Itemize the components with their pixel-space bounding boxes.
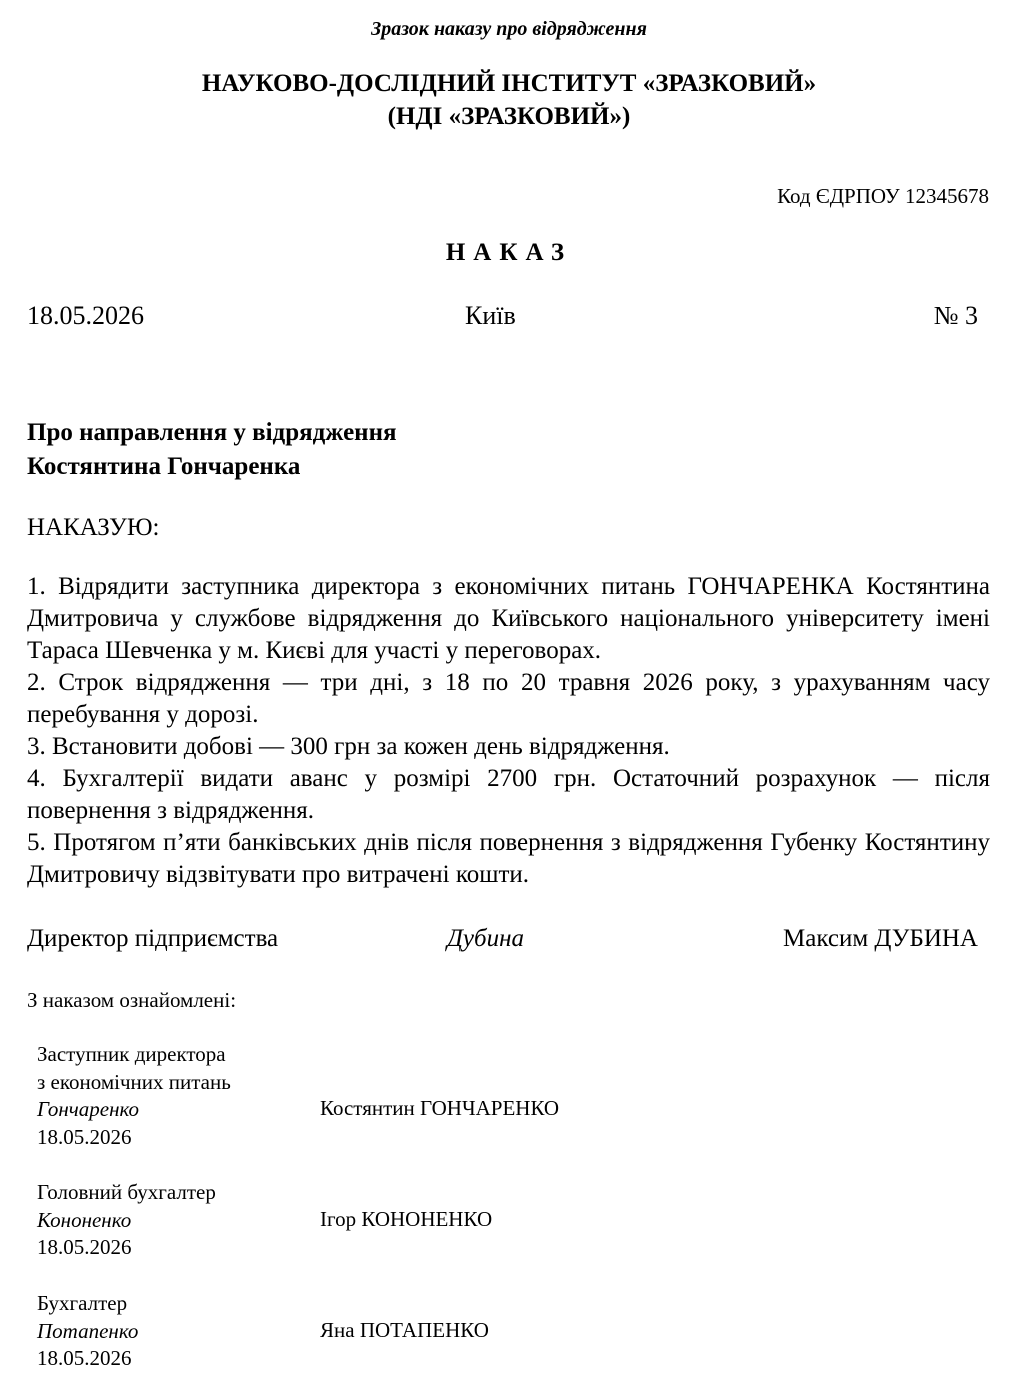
order-title: НАКАЗ [445, 239, 573, 266]
order-item: 1. Відрядити заступника директора з економічних питань ГОНЧАРЕНКА Костянтина Дмитровича у службове відрядження до Київського національного університету імені Тараса Шевченка у м. Києві для участі у переговорах. [27, 573, 990, 664]
order-item: 4. Бухгалтерії видати аванс у розмірі 2700 грн. Остаточний розрахунок — після повернення з відрядження. [27, 765, 990, 824]
edrpou-code: Код ЄДРПОУ 12345678 [777, 184, 989, 208]
director-signature: Дубина [447, 925, 524, 952]
order-number: № 3 [933, 301, 978, 330]
sample-note: Зразок наказу про відрядження [371, 18, 647, 40]
order-items [27, 571, 990, 891]
order-date: 18.05.2026 [27, 301, 144, 330]
person-position: Заступник директора [37, 1042, 226, 1066]
acknowledgement-heading: З наказом ознайомлені: [27, 988, 237, 1012]
person-date: 18.05.2026 [37, 1235, 132, 1259]
order-item: 3. Встановити добові — 300 грн за кожен день відрядження. [27, 733, 670, 760]
person-position: з економічних питань [37, 1069, 231, 1094]
person-position: Головний бухгалтер [37, 1180, 216, 1204]
person-date: 18.05.2026 [37, 1346, 132, 1370]
acknowledgement-person [37, 1041, 231, 1151]
person-name: Ігор КОНОНЕНКО [320, 1207, 493, 1231]
organization-name: НАУКОВО-ДОСЛІДНИЙ ІНСТИТУТ «ЗРАЗКОВИЙ» [201, 70, 817, 97]
person-signature: Потапенко [37, 1318, 139, 1343]
order-item: 5. Протягом п’яти банківських днів після повернення з відрядження Губенку Костянтину Дмитровичу відзвітувати про витрачені кошти. [27, 829, 990, 888]
person-position: Бухгалтер [37, 1291, 128, 1315]
director-name: Максим ДУБИНА [783, 925, 978, 952]
subject-line-2: Костянтина Гончаренка [27, 453, 301, 480]
person-signature: Кононенко [37, 1207, 132, 1232]
acknowledgement-person [37, 1290, 138, 1373]
director-title: Директор підприємства [27, 925, 279, 952]
subject-line-1: Про направлення у відрядження [27, 419, 397, 446]
organization-short-name: (НДІ «ЗРАЗКОВИЙ») [387, 103, 631, 130]
order-item: 2. Строк відрядження — три дні, з 18 по 20 травня 2026 року, з урахуванням часу перебування у дорозі. [27, 669, 990, 728]
order-city: Київ [465, 301, 516, 330]
decree-word: НАКАЗУЮ: [27, 514, 160, 541]
acknowledgement-person [37, 1179, 216, 1262]
person-date: 18.05.2026 [37, 1124, 132, 1149]
person-name: Яна ПОТАПЕНКО [320, 1318, 489, 1342]
person-signature: Гончаренко [37, 1097, 140, 1121]
order-subject [27, 416, 397, 484]
person-name: Костянтин ГОНЧАРЕНКО [320, 1096, 560, 1120]
